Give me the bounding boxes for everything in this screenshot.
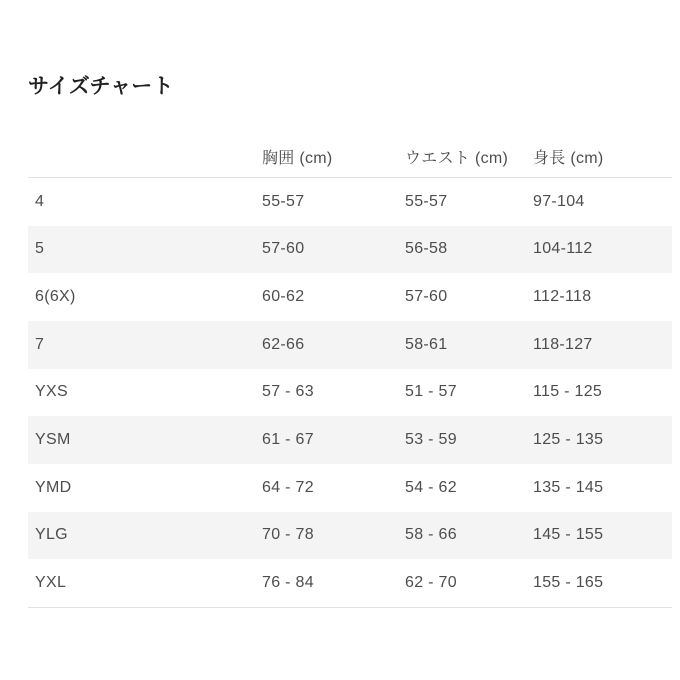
waist-cell: 54 - 62 (405, 478, 457, 496)
height-cell: 115 - 125 (533, 383, 603, 401)
table-row (28, 512, 672, 560)
waist-cell: 53 - 59 (405, 431, 457, 449)
waist-cell: 57-60 (405, 288, 448, 306)
height-cell: 135 - 145 (533, 478, 604, 496)
table-row (28, 178, 672, 226)
chest-cell: 60-62 (262, 288, 305, 306)
table-row (28, 226, 672, 274)
table-row (28, 559, 672, 607)
table-body (28, 177, 672, 608)
size-cell: 7 (35, 335, 45, 353)
height-cell: 125 - 135 (533, 431, 604, 449)
header-waist: ウエスト (cm) (405, 149, 509, 167)
table-row (28, 273, 672, 321)
chest-cell: 57 - 63 (262, 383, 314, 401)
table-row (28, 464, 672, 512)
chest-cell: 64 - 72 (262, 478, 314, 496)
chest-cell: 55-57 (262, 192, 305, 210)
waist-cell: 51 - 57 (405, 383, 457, 401)
height-cell: 97-104 (533, 192, 585, 210)
height-cell: 104-112 (533, 240, 593, 258)
size-cell: YMD (35, 478, 72, 496)
height-cell: 155 - 165 (533, 574, 604, 592)
height-cell: 145 - 155 (533, 526, 604, 544)
waist-cell: 58-61 (405, 335, 448, 353)
size-cell: 6(6X) (35, 288, 76, 306)
size-chart-table (28, 135, 672, 608)
size-cell: YSM (35, 431, 71, 449)
header-height: 身長 (cm) (533, 149, 604, 167)
chest-cell: 70 - 78 (262, 526, 314, 544)
chest-cell: 57-60 (262, 240, 305, 258)
waist-cell: 58 - 66 (405, 526, 457, 544)
height-cell: 118-127 (533, 335, 593, 353)
table-row (28, 321, 672, 369)
table-row (28, 369, 672, 417)
size-cell: 5 (35, 240, 45, 258)
chest-cell: 62-66 (262, 335, 305, 353)
height-cell: 112-118 (533, 288, 592, 306)
size-cell: YXS (35, 383, 68, 401)
table-header-row (28, 135, 672, 177)
size-cell: YXL (35, 574, 67, 592)
table-row (28, 416, 672, 464)
size-cell: 4 (35, 192, 45, 210)
waist-cell: 62 - 70 (405, 574, 457, 592)
chest-cell: 76 - 84 (262, 574, 314, 592)
chest-cell: 61 - 67 (262, 431, 314, 449)
size-cell: YLG (35, 526, 68, 544)
waist-cell: 56-58 (405, 240, 448, 258)
header-chest: 胸囲 (cm) (262, 149, 333, 167)
page-title: サイズチャート (28, 75, 174, 98)
waist-cell: 55-57 (405, 192, 448, 210)
